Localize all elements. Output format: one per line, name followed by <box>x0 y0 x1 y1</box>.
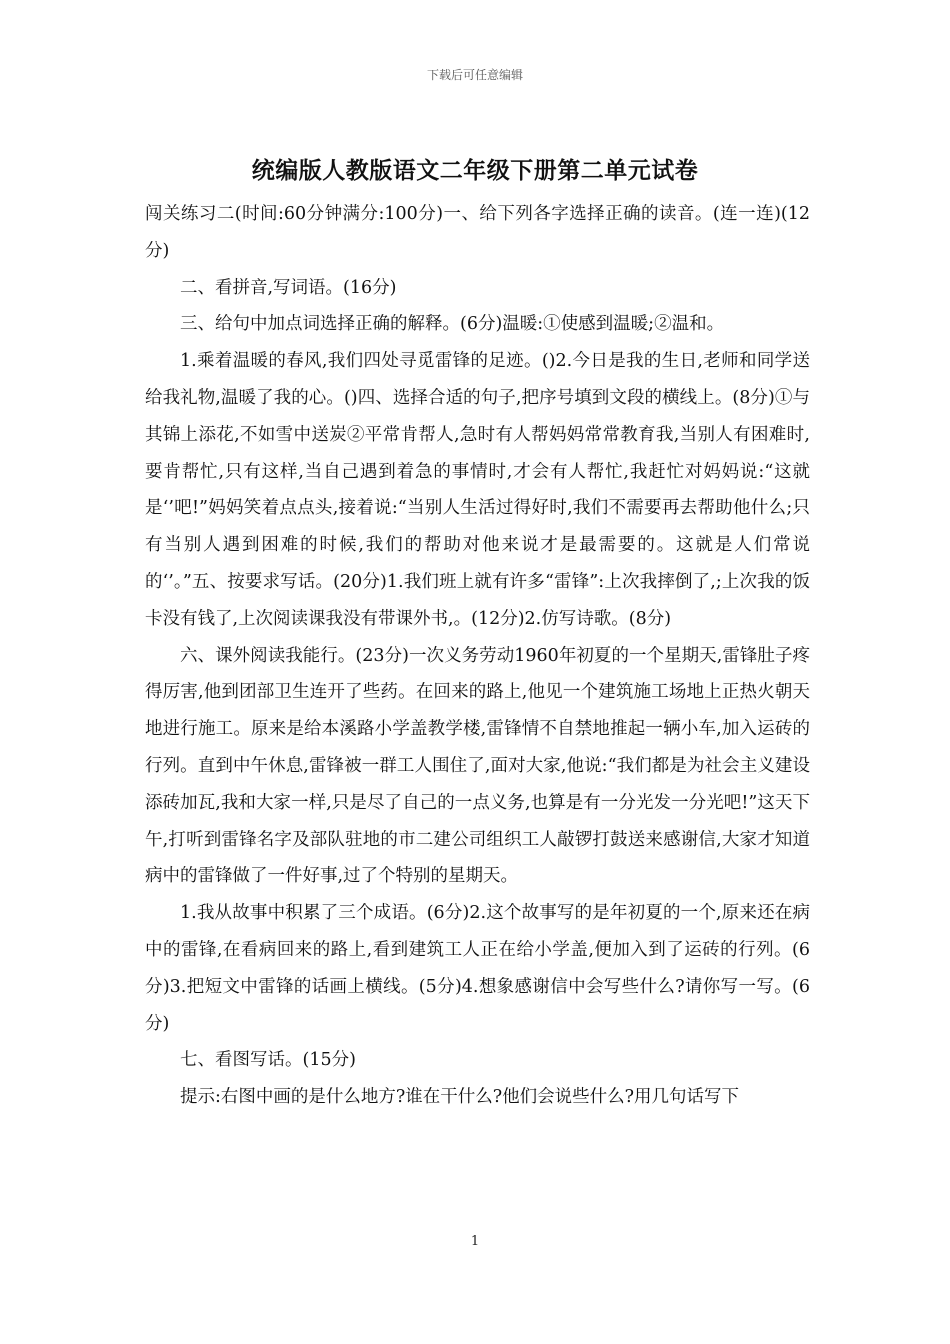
paragraph-4: 1.乘着温暖的春风,我们四处寻觅雷锋的足迹。()2.今日是我的生日,老师和同学送给我礼物,温暖了我的心。()四、选择合适的句子,把序号填到文段的横线上。(8分)①与其锦上添花,不如雪中送炭②平常肯帮人,急时有人帮妈妈常常教育我,当别人有困难时,要肯帮忙,只有这样,当自己遇到着急的事情时,才会有人帮忙,我赶忙对妈妈说:“这就是‘’吧!”妈妈笑着点点头,接着说:“当别人生活过得好时,我们不需要再去帮助他什么;只有当别人遇到困难的时候,我们的帮助对他来说才是最需要的。这就是人们常说的‘’。”五、按要求写话。(20分)1.我们班上就有许多“雷锋”:上次我摔倒了,;上次我的饭卡没有钱了,上次阅读课我没有带课外书,。(12分)2.仿写诗歌。(8分) <box>145 351 810 629</box>
document-body <box>145 196 810 1116</box>
paragraph-2: 二、看拼音,写词语。(16分) <box>180 277 397 298</box>
paragraph-3: 三、给句中加点词选择正确的解释。(6分)温暖:①使感到温暖;②温和。 <box>180 314 725 335</box>
document-title: 统编版人教版语文二年级下册第二单元试卷 <box>251 158 699 184</box>
paragraph-1: 闯关练习二(时间:60分钟满分:100分)一、给下列各字选择正确的读音。(连一连)(12分) <box>145 204 810 261</box>
paragraph-5: 六、课外阅读我能行。(23分)一次义务劳动1960年初夏的一个星期天,雷锋肚子疼得厉害,他到团部卫生连开了些药。在回来的路上,他见一个建筑施工场地上正热火朝天地进行施工。原来是给本溪路小学盖教学楼,雷锋情不自禁地推起一辆小车,加入运砖的行列。直到中午休息,雷锋被一群工人围住了,面对大家,他说:“我们都是为社会主义建设添砖加瓦,我和大家一样,只是尽了自己的一点义务,也算是有一分光发一分光吧!”这天下午,打听到雷锋名字及部队驻地的市二建公司组织工人敲锣打鼓送来感谢信,大家才知道病中的雷锋做了一件好事,过了个特别的星期天。 <box>145 645 810 887</box>
paragraph-7: 七、看图写话。(15分) <box>180 1050 356 1071</box>
paragraph-6: 1.我从故事中积累了三个成语。(6分)2.这个故事写的是年初夏的一个,原来还在病中的雷锋,在看病回来的路上,看到建筑工人正在给小学盖,便加入到了运砖的行列。(6分)3.把短文中雷锋的话画上横线。(5分)4.想象感谢信中会写些什么?请你写一写。(6分) <box>145 903 810 1034</box>
paragraph-8: 提示:右图中画的是什么地方?谁在干什么?他们会说些什么?用几句话写下 <box>180 1087 740 1108</box>
page-header-note: 下载后可任意编辑 <box>426 68 523 82</box>
page-number: 1 <box>470 1234 480 1249</box>
